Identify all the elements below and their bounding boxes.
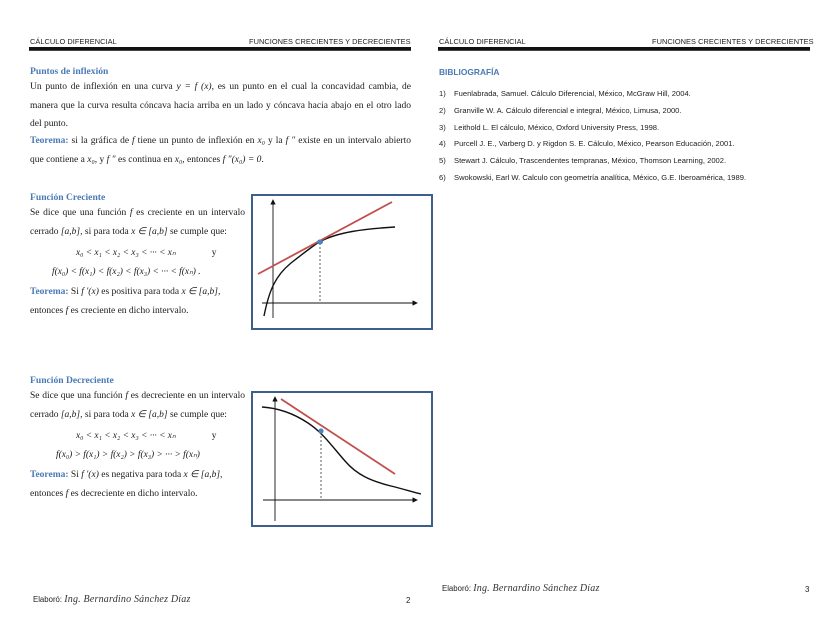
- tangent-point: [318, 428, 323, 433]
- decreciente-f-inequality: f(x₀) > f(x₁) > f(x₂) > f(x₃) > ··· > f(xₙ): [56, 450, 200, 460]
- creciente-f-inequality: f(x₀) < f(x₁) < f(x₂) < f(x₃) < ··· < f(xₙ) .: [52, 267, 201, 277]
- footer-author: Elaboró: Ing. Bernardino Sánchez Díaz: [33, 594, 191, 605]
- decreciente-x-inequality: x₀ < x₁ < x₂ < x₃ < ··· < xₙ y: [76, 431, 217, 441]
- graph-increasing-function: [251, 194, 433, 330]
- section-title-creciente: Función Creciente: [30, 192, 106, 203]
- bibliography-list: [439, 88, 746, 189]
- theorem-label: Teorema:: [30, 136, 69, 146]
- footer-author: Elaboró: Ing. Bernardino Sánchez Díaz: [442, 583, 600, 594]
- increasing-curve-tangent-figure: [253, 196, 431, 328]
- header-rule: [29, 47, 411, 51]
- bibliography-item: 6) Swokowski, Earl W. Calculo con geometría analítica, México, G.E. Iberoamérica, 1989.: [439, 172, 747, 182]
- section-title-decreciente: Función Decreciente: [30, 375, 114, 386]
- header-course-title: CÁLCULO DIFERENCIAL: [30, 37, 117, 46]
- decreciente-theorem: Teorema: Si f ′(x) es negativa para toda x ∈ [a,b], entonces f es decreciente en dicho intervalo.: [30, 470, 223, 499]
- bibliography-item: 1) Fuenlabrada, Samuel. Cálculo Diferencial, México, McGraw Hill, 2004.: [439, 89, 691, 98]
- bibliography-title: BIBLIOGRAFÍA: [439, 67, 500, 77]
- inflexion-definition: Un punto de inflexión en una curva y = f (x), es un punto en el cual la concavidad cambia, de manera que la curva resulta cóncava hacia arriba en un lado y cóncava hacia abajo en el otro lado del punto.: [30, 82, 412, 129]
- header-topic-title: FUNCIONES CRECIENTES Y DECRECIENTES: [652, 37, 814, 46]
- tangent-point: [317, 240, 323, 245]
- header-course-title: CÁLCULO DIFERENCIAL: [439, 37, 526, 46]
- header-rule: [438, 47, 810, 51]
- decreasing-curve-tangent-figure: [253, 393, 431, 525]
- section-title-inflexion: Puntos de inflexión: [30, 66, 109, 77]
- graph-decreasing-function: [251, 391, 433, 527]
- bibliography-item: 5) Stewart J. Cálculo, Trascendentes tempranas, México, Thomson Learning, 2002.: [439, 156, 727, 166]
- creciente-theorem: Teorema: Si f ′(x) es positiva para toda x ∈ [a,b], entonces f es creciente en dicho intervalo.: [30, 287, 221, 316]
- bibliography-item: 2) Granville W. A. Cálculo diferencial e integral, México, Limusa, 2000.: [439, 105, 682, 115]
- page-number: 3: [805, 585, 810, 594]
- bibliography-item: 4) Purcell J. E., Varberg D. y Rigdon S. E. Cálculo, México, Pearson Educación, 2001.: [439, 139, 735, 149]
- creciente-x-inequality: x₀ < x₁ < x₂ < x₃ < ··· < xₙ y: [76, 248, 217, 258]
- bibliography-item: 3) Leithold L. El cálculo, México, Oxford University Press, 1998.: [439, 122, 660, 132]
- decreciente-definition: Se dice que una función f es decreciente en un intervalo cerrado [a,b], si para toda x ∈ [a,b] se cumple que:: [30, 391, 245, 420]
- creciente-definition: Se dice que una función f es creciente en un intervalo cerrado [a,b], si para toda x ∈ [a,b] se cumple que:: [30, 208, 245, 237]
- header-topic-title: FUNCIONES CRECIENTES Y DECRECIENTES: [249, 37, 411, 46]
- page-number: 2: [406, 596, 411, 605]
- page-3: [428, 0, 828, 640]
- inflexion-theorem: Teorema: si la gráfica de f tiene un punto de inflexión en x₀ y la f ″ existe en un intervalo abierto que contiene a x₀, y f ″ es continua en x₀, entonces f ″(x₀) = 0.: [30, 136, 411, 165]
